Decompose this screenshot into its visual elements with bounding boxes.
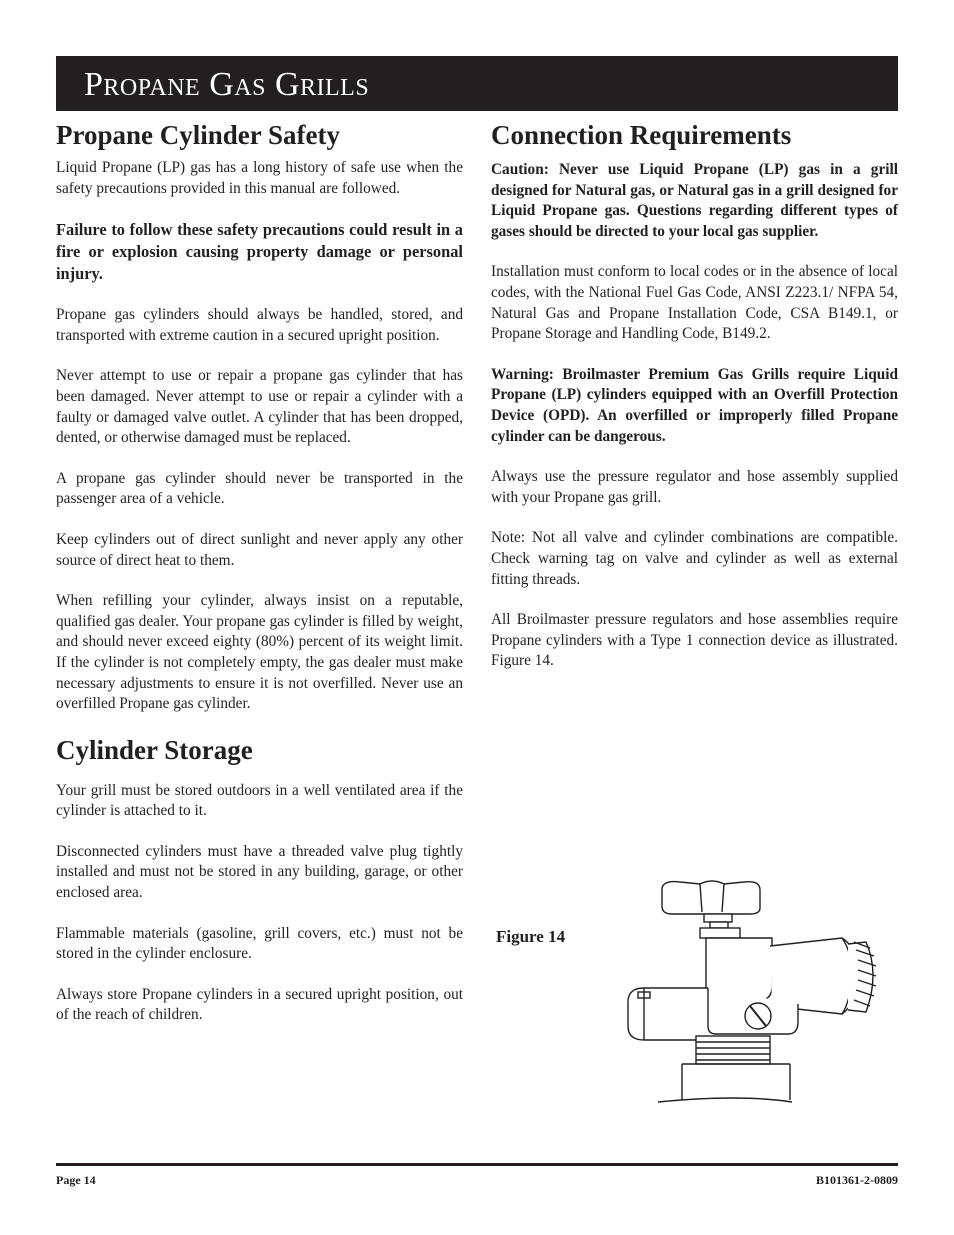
paragraph: Always store Propane cylinders in a secured upright position, out of the reach of children. <box>56 985 463 1024</box>
page-number: Page 14 <box>56 1173 96 1187</box>
paragraph: Liquid Propane (LP) gas has a long history of safe use when the safety precautions provided in this manual are followed. <box>56 159 463 197</box>
warning-paragraph: Warning: Broilmaster Premium Gas Grills require Liquid Propane (LP) cylinders equipped with an Overfill Protection Device (OPD). An overfilled or improperly filled Propane cylinder can be dangerous. <box>491 365 898 445</box>
left-column <box>56 118 463 1026</box>
page-title: Propane Gas Grills <box>84 66 370 103</box>
section-heading-cylinder-safety: Propane Cylinder Safety <box>56 120 341 150</box>
cylinder-valve-illustration <box>620 876 900 1108</box>
paragraph: Disconnected cylinders must have a threaded valve plug tightly installed and must not be stored in any building, garage, or other enclosed area. <box>56 842 463 902</box>
paragraph: A propane gas cylinder should never be transported in the passenger area of a vehicle. <box>56 469 463 508</box>
paragraph: Installation must conform to local codes or in the absence of local codes, with the National Fuel Gas Code, ANSI Z223.1/ NFPA 54, Natural Gas and Propane Installation Code, CSA B149.1, or Propane Storage and Handling Code, B149.2. <box>491 263 898 343</box>
document-code: B101361-2-0809 <box>816 1173 898 1187</box>
safety-warning: Failure to follow these safety precautions could result in a fire or explosion causing property damage or personal injury. <box>56 220 463 284</box>
section-heading-cylinder-storage: Cylinder Storage <box>56 734 253 765</box>
paragraph: Propane gas cylinders should always be handled, stored, and transported with extreme caution in a secured upright position. <box>56 306 463 344</box>
footer-rule <box>56 1163 898 1166</box>
caution-paragraph: Caution: Never use Liquid Propane (LP) gas in a grill designed for Natural gas, or Natural gas in a grill designed for Liquid Propane gas. Questions regarding different types of gases should be directed to your local gas supplier. <box>491 161 898 240</box>
title-banner <box>56 56 898 111</box>
paragraph: All Broilmaster pressure regulators and hose assemblies require Propane cylinders with a Type 1 connection device as illustrated. Figure 14. <box>491 611 898 670</box>
paragraph: Flammable materials (gasoline, grill covers, etc.) must not be stored in the cylinder enclosure. <box>56 924 463 963</box>
paragraph: Note: Not all valve and cylinder combinations are compatible. Check warning tag on valve and cylinder as well as external fitting threads. <box>491 529 898 588</box>
figure-label: Figure 14 <box>496 927 566 946</box>
paragraph: Never attempt to use or repair a propane gas cylinder that has been damaged. Never attempt to use or repair a cylinder with a faulty or damaged valve outlet. A cylinder that has been dropped, dented, or otherwise damaged must be replaced. <box>56 367 463 447</box>
section-heading-connection-requirements: Connection Requirements <box>491 120 792 150</box>
paragraph: When refilling your cylinder, always insist on a reputable, qualified gas dealer. Your propane gas cylinder is filled by weight, and should never exceed eighty (80%) percent of its weight limit. If the cylinder is not completely empty, the gas dealer must make necessary adjustments to ensure it is not overfilled. Never use an overfilled Propane gas cylinder. <box>56 592 463 713</box>
paragraph: Always use the pressure regulator and hose assembly supplied with your Propane gas grill. <box>491 468 898 506</box>
right-column <box>491 118 898 672</box>
paragraph: Your grill must be stored outdoors in a well ventilated area if the cylinder is attached to it. <box>56 781 463 820</box>
paragraph: Keep cylinders out of direct sunlight and never apply any other source of direct heat to them. <box>56 530 463 569</box>
